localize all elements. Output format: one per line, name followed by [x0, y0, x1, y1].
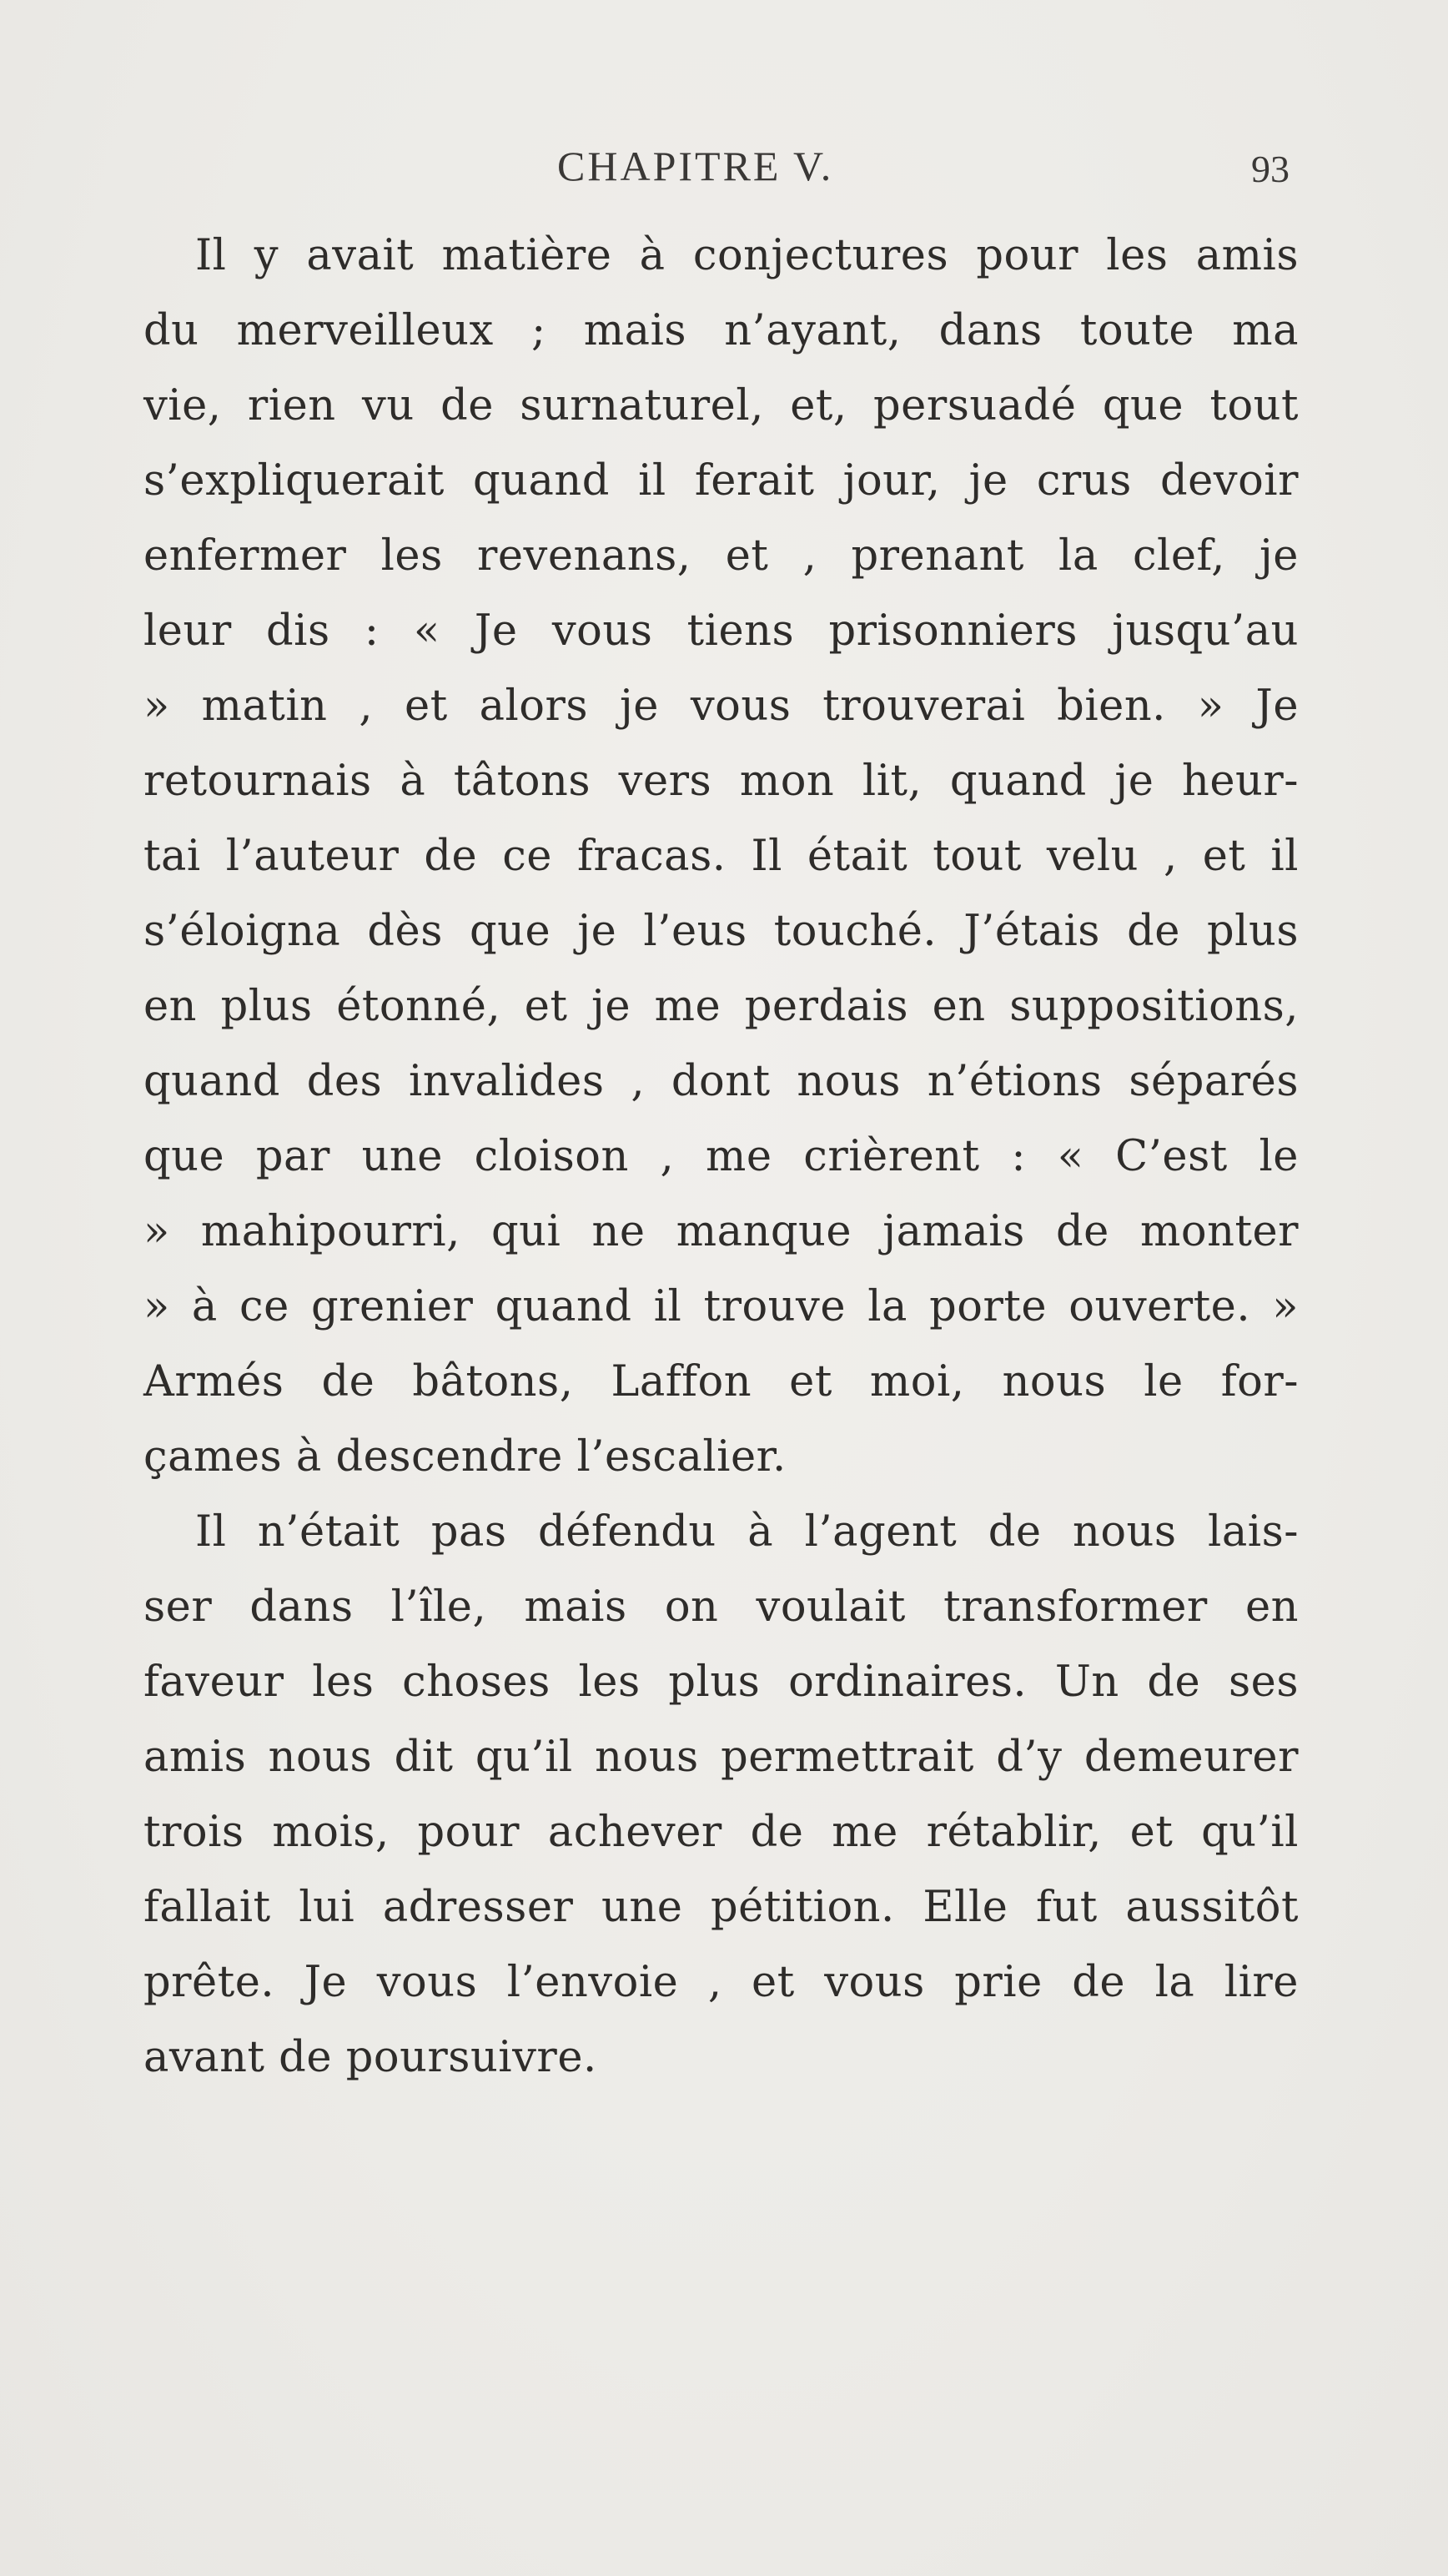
text-line: Il y avait matière à conjectures pour les amis: [195, 231, 1299, 280]
text-line: faveur les choses les plus ordinaires. Un de ses: [143, 1658, 1299, 1707]
text-line: en plus étonné, et je me perdais en suppositions,: [143, 982, 1299, 1031]
text-line: » mahipourri, qui ne manque jamais de monter: [143, 1207, 1299, 1256]
text-line: que par une cloison , me crièrent : « C’est le: [143, 1132, 1299, 1181]
text-line: tai l’auteur de ce fracas. Il était tout velu , et il: [143, 832, 1299, 881]
text-line: retournais à tâtons vers mon lit, quand je heur-: [143, 757, 1299, 806]
text-line: leur dis : « Je vous tiens prisonniers jusqu’au: [143, 606, 1299, 656]
text-line: vie, rien vu de surnaturel, et, persuadé que tout: [143, 381, 1299, 430]
text-line: çames à descendre l’escalier.: [143, 1432, 787, 1482]
text-line: s’expliquerait quand il ferait jour, je crus devoir: [143, 456, 1299, 506]
text-line: prête. Je vous l’envoie , et vous prie de la lire: [143, 1958, 1299, 2007]
page-number: 93: [1251, 148, 1290, 190]
text-line: s’éloigna dès que je l’eus touché. J’étais de plus: [143, 907, 1299, 956]
text-line: enfermer les revenans, et , prenant la clef, je: [143, 531, 1299, 581]
text-line: Il n’était pas défendu à l’agent de nous lais-: [195, 1507, 1299, 1557]
text-line: fallait lui adresser une pétition. Elle fut aussitôt: [143, 1883, 1299, 1932]
text-line: amis nous dit qu’il nous permettrait d’y demeurer: [143, 1733, 1299, 1782]
text-line: » matin , et alors je vous trouverai bien. » Je: [143, 682, 1299, 731]
running-head: [0, 142, 1448, 200]
text-line: ser dans l’île, mais on voulait transformer en: [143, 1582, 1299, 1632]
text-line: avant de poursuivre.: [143, 2033, 597, 2082]
text-line: Armés de bâtons, Laffon et moi, nous le for-: [143, 1357, 1299, 1406]
text-line: » à ce grenier quand il trouve la porte ouverte. »: [143, 1282, 1299, 1331]
chapter-title: CHAPITRE V.: [557, 143, 834, 189]
text-line: quand des invalides , dont nous n’étions séparés: [143, 1057, 1299, 1106]
text-line: du merveilleux ; mais n’ayant, dans toute ma: [143, 306, 1299, 355]
body-text: [143, 219, 1299, 2096]
text-line: trois mois, pour achever de me rétablir, et qu’il: [143, 1808, 1299, 1857]
